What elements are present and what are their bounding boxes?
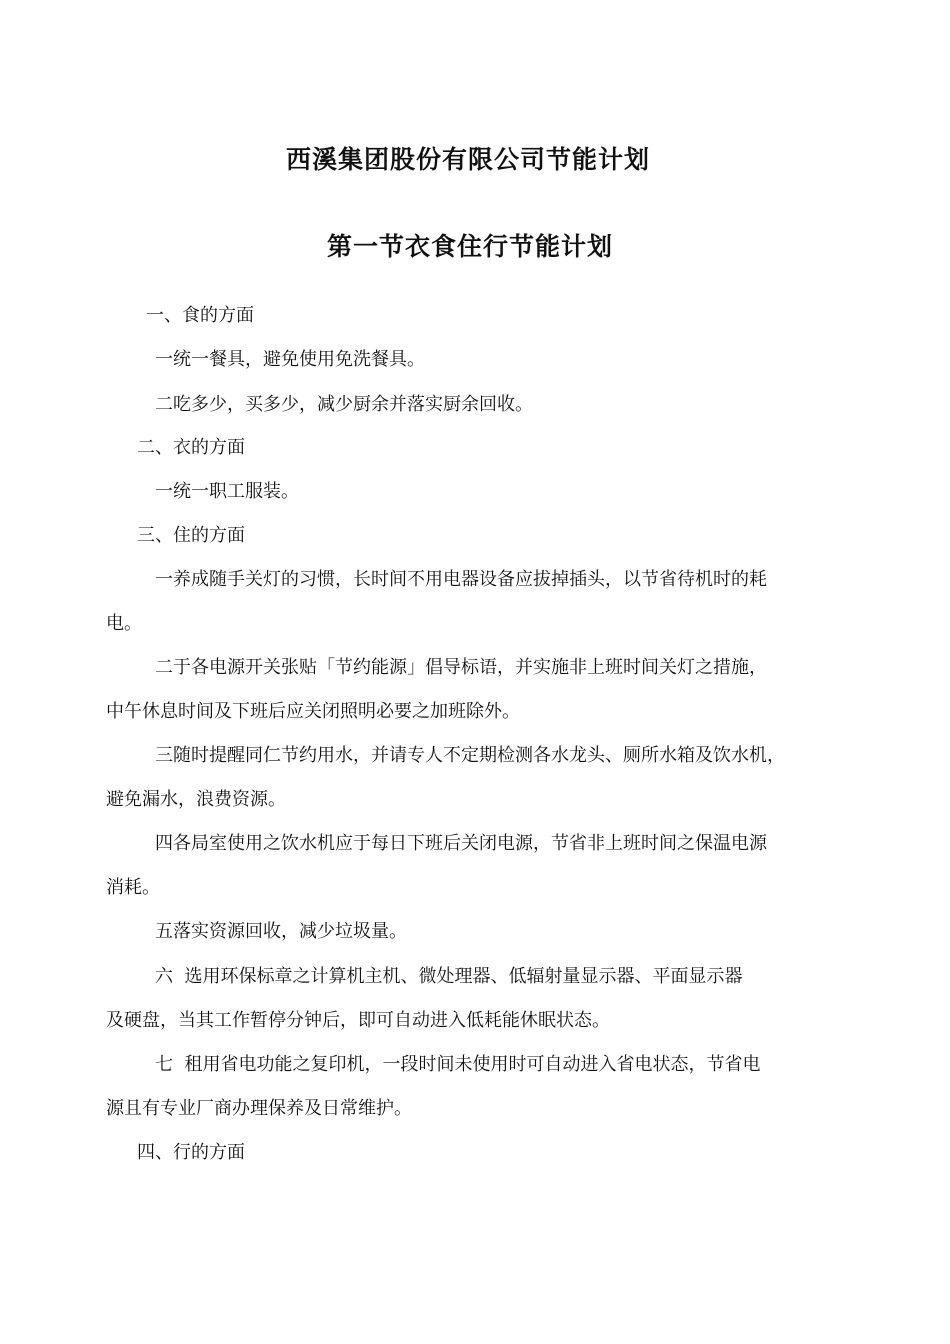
paragraph-housing-3-line-1: 三随时提醒同仁节约用水，并请专人不定期检测各水龙头、厕所水箱及饮水机， bbox=[155, 745, 785, 766]
section-heading-housing: 三、住的方面 bbox=[137, 525, 245, 546]
paragraph-housing-4-line-2: 消耗。 bbox=[106, 877, 160, 898]
paragraph-housing-6-line-2: 及硬盘，当其工作暂停分钟后，即可自动进入低耗能休眠状态。 bbox=[106, 1010, 610, 1031]
paragraph-housing-2-line-1: 二于各电源开关张贴「节约能源」倡导标语，并实施非上班时间关灯之措施， bbox=[155, 657, 767, 678]
paragraph-housing-7-line-2: 源且有专业厂商办理保养及日常维护。 bbox=[106, 1098, 412, 1119]
section-heading-transport: 四、行的方面 bbox=[137, 1142, 245, 1163]
paragraph-food-1: 一统一餐具，避免使用免洗餐具。 bbox=[155, 349, 425, 370]
paragraph-housing-4-line-1: 四各局室使用之饮水机应于每日下班后关闭电源，节省非上班时间之保温电源 bbox=[155, 833, 767, 854]
paragraph-housing-1-line-1: 一养成随手关灯的习惯，长时间不用电器设备应拔掉插头，以节省待机时的耗 bbox=[155, 569, 767, 590]
section-heading-clothing: 二、衣的方面 bbox=[137, 437, 245, 458]
paragraph-housing-2-line-2: 中午休息时间及下班后应关闭照明必要之加班除外。 bbox=[106, 701, 520, 722]
paragraph-clothing-1: 一统一职工服装。 bbox=[155, 481, 299, 502]
section-title: 第一节衣食住行节能计划 bbox=[327, 232, 614, 261]
paragraph-housing-1-line-2: 电。 bbox=[106, 613, 142, 634]
paragraph-housing-6-line-1: 六 选用环保标章之计算机主机、微处理器、低辐射量显示器、平面显示器 bbox=[155, 966, 743, 987]
section-heading-food: 一、食的方面 bbox=[146, 305, 254, 326]
document-title: 西溪集团股份有限公司节能计划 bbox=[286, 145, 651, 174]
paragraph-housing-5: 五落实资源回收，减少垃圾量。 bbox=[155, 921, 407, 942]
paragraph-housing-7-line-1: 七 租用省电功能之复印机，一段时间未使用时可自动进入省电状态，节省电 bbox=[155, 1054, 761, 1075]
paragraph-food-2: 二吃多少，买多少，减少厨余并落实厨余回收。 bbox=[155, 394, 533, 415]
paragraph-housing-3-line-2: 避免漏水，浪费资源。 bbox=[106, 789, 286, 810]
